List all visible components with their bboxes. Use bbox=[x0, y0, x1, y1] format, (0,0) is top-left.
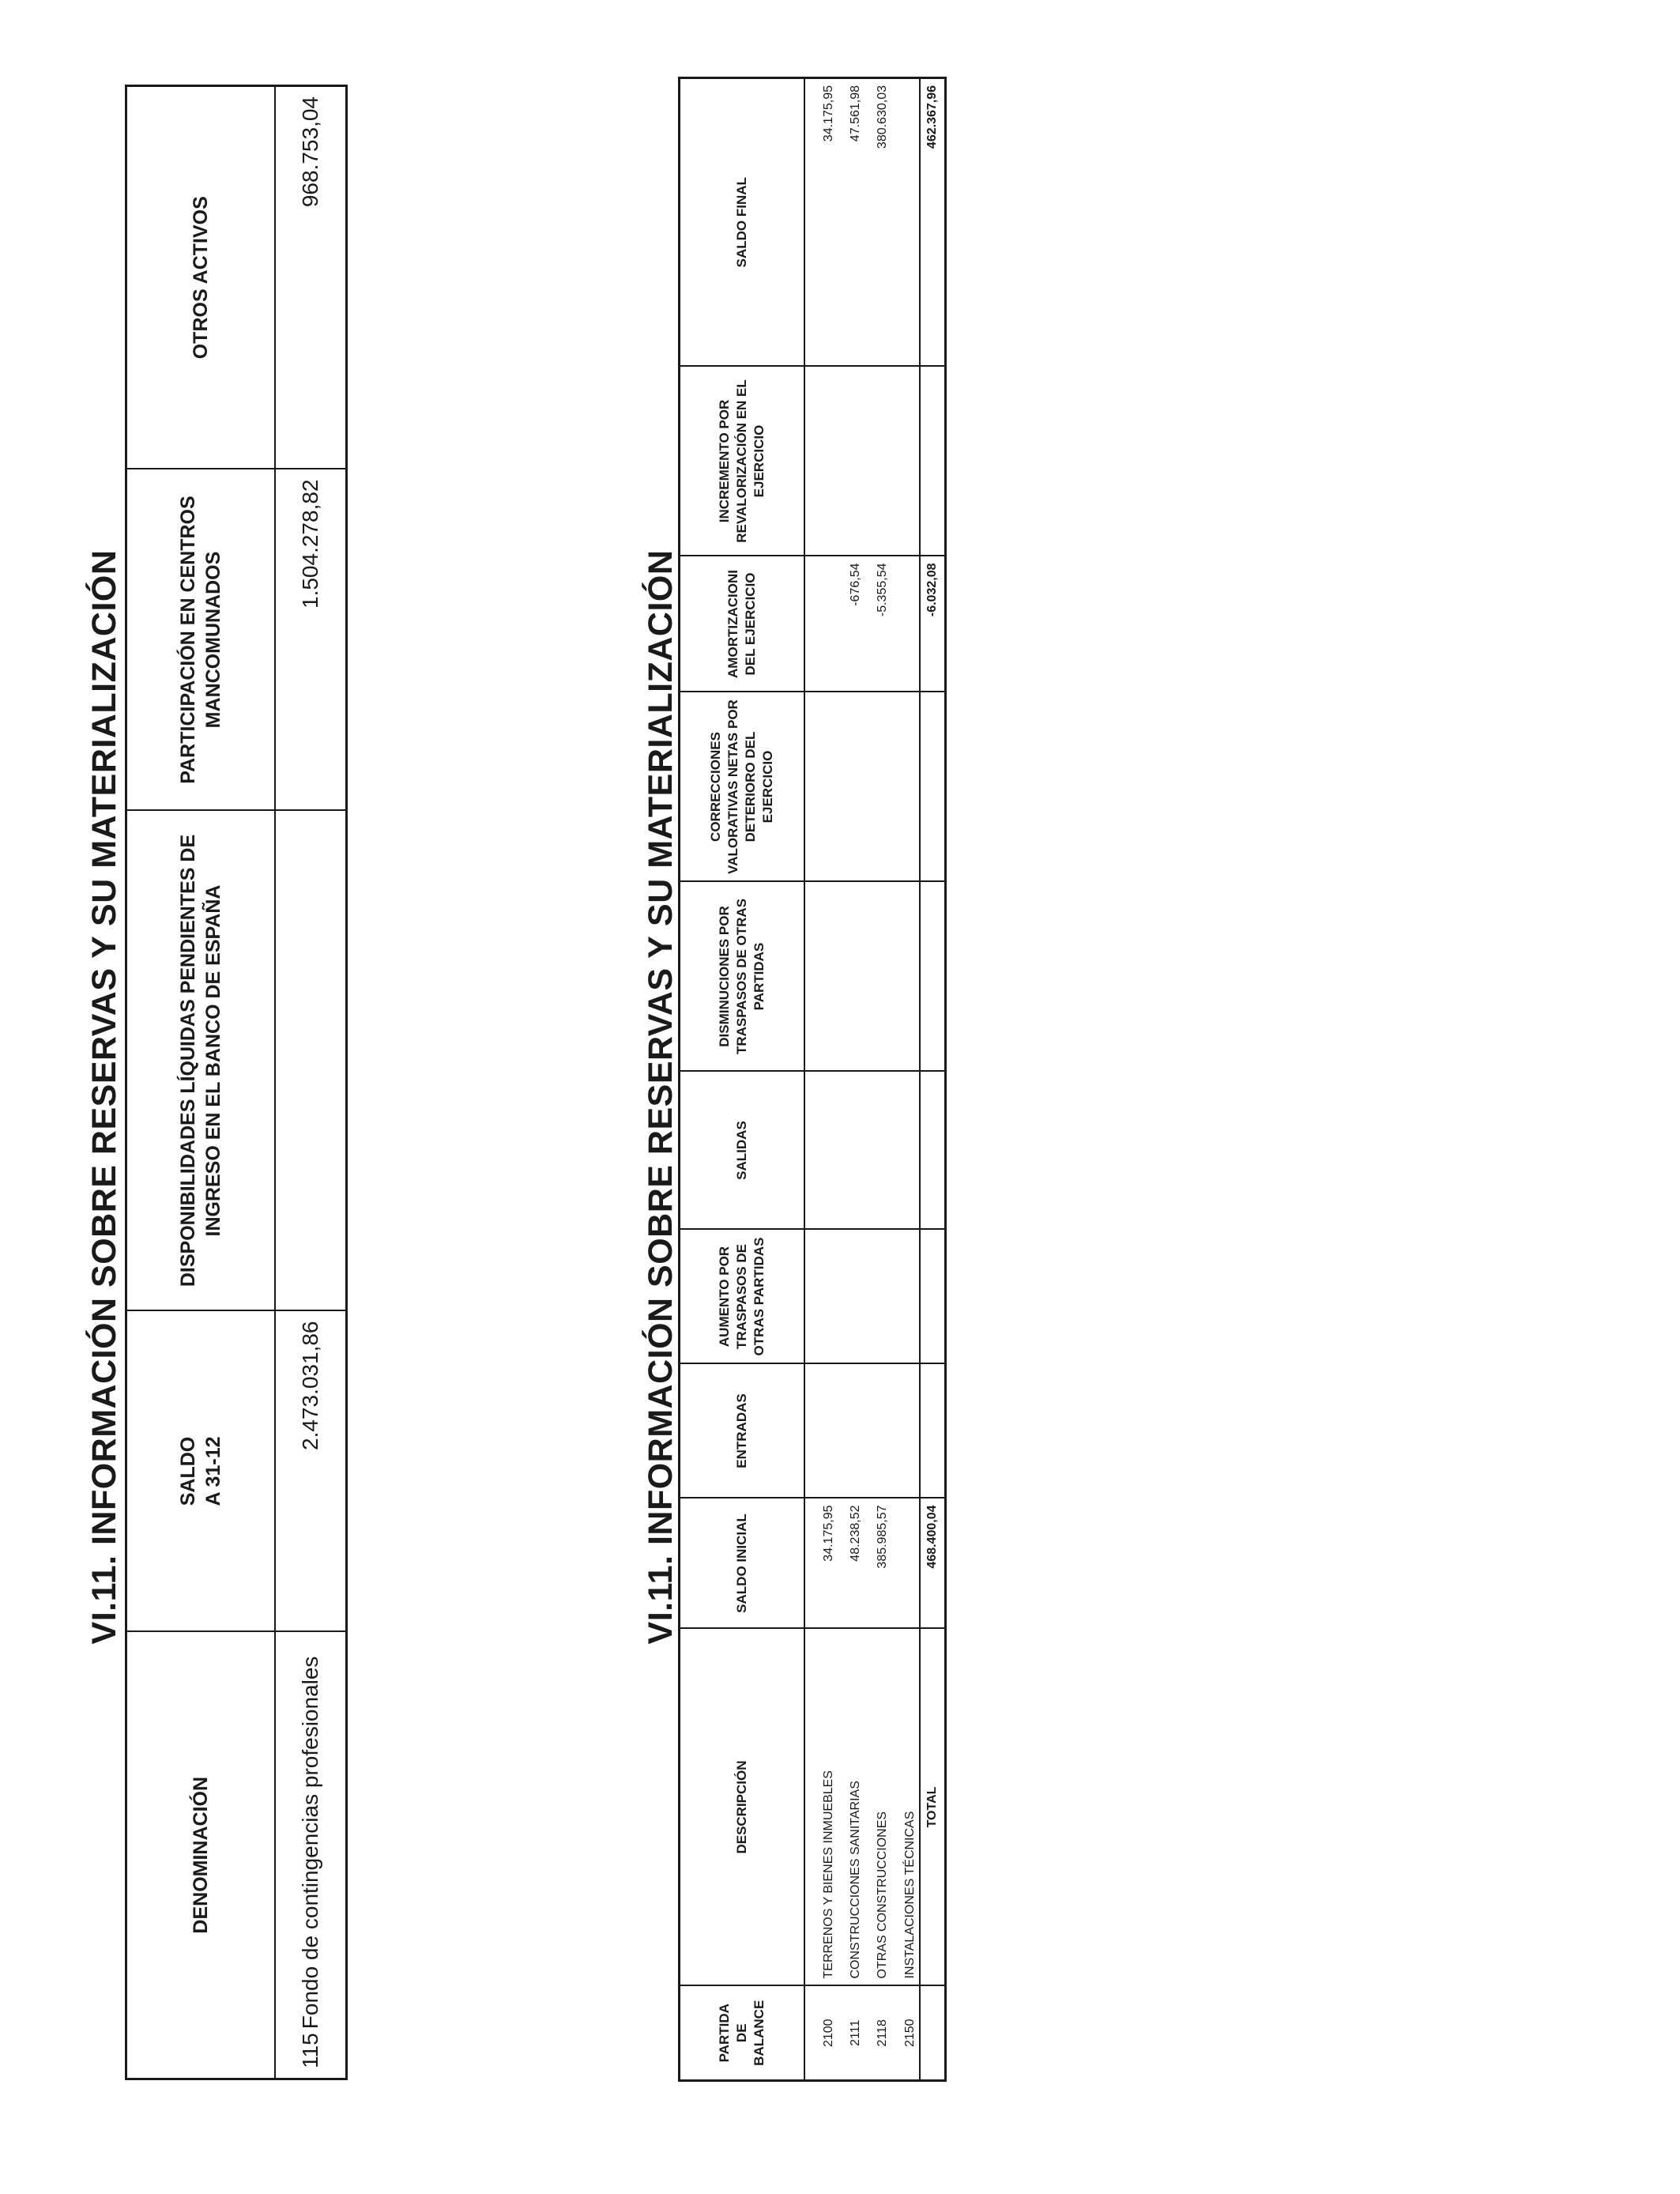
cell-salidas bbox=[891, 1072, 919, 1230]
row-otros-activos: 968.753,04 bbox=[275, 86, 347, 469]
cell-incremento bbox=[891, 367, 919, 556]
total-salidas bbox=[920, 1072, 946, 1230]
section-title-bottom: VI.11. INFORMACIÓN SOBRE RESERVAS Y SU MATERIALIZACIÓN bbox=[642, 549, 680, 1645]
cell-aumento bbox=[838, 1230, 864, 1364]
cell-saldo-final: 34.175,95 bbox=[804, 78, 838, 367]
header-amortizacion: AMORTIZACIONI DEL EJERCICIO bbox=[680, 556, 804, 692]
cell-entradas bbox=[804, 1364, 838, 1498]
cell-saldo-final bbox=[891, 78, 919, 367]
cell-amortizacion bbox=[804, 556, 838, 692]
cell-partida: 2118 bbox=[864, 1986, 891, 2081]
total-row bbox=[920, 78, 946, 2081]
cell-descripcion: INSTALACIONES TÉCNICAS bbox=[891, 1629, 919, 1986]
cell-saldo-final: 47.561,98 bbox=[838, 78, 864, 367]
header-saldo-inicial: SALDO INICIAL bbox=[680, 1498, 804, 1629]
cell-aumento bbox=[891, 1230, 919, 1364]
cell-descripcion: OTRAS CONSTRUCCIONES bbox=[864, 1629, 891, 1986]
header-saldo-final: SALDO FINAL bbox=[680, 78, 804, 367]
total-incremento bbox=[920, 367, 946, 556]
cell-salidas bbox=[864, 1072, 891, 1230]
header-partida: PARTIDA DE BALANCE bbox=[680, 1986, 804, 2081]
total-disminuciones bbox=[920, 882, 946, 1072]
total-label: TOTAL bbox=[920, 1629, 946, 1986]
cell-saldo-inicial bbox=[891, 1498, 919, 1629]
table-row bbox=[864, 78, 891, 2081]
total-correcciones bbox=[920, 692, 946, 882]
cell-incremento bbox=[864, 367, 891, 556]
cell-disminuciones bbox=[804, 882, 838, 1072]
cell-partida: 2111 bbox=[838, 1986, 864, 2081]
cell-total-partida bbox=[920, 1986, 946, 2081]
cell-salidas bbox=[838, 1072, 864, 1230]
cell-correcciones bbox=[838, 692, 864, 882]
header-participacion: PARTICIPACIÓN EN CENTROS MANCOMUNADOS bbox=[126, 469, 276, 811]
header-saldo-line1: SALDO bbox=[177, 1436, 199, 1506]
table-row bbox=[891, 78, 919, 2081]
cell-entradas bbox=[864, 1364, 891, 1498]
cell-correcciones bbox=[804, 692, 838, 882]
cell-entradas bbox=[891, 1364, 919, 1498]
cell-aumento bbox=[864, 1230, 891, 1364]
header-otros-activos: OTROS ACTIVOS bbox=[126, 86, 276, 469]
cell-salidas bbox=[804, 1072, 838, 1230]
header-descripcion: DESCRIPCIÓN bbox=[680, 1629, 804, 1986]
detail-header-row bbox=[680, 78, 804, 2081]
row-disponibilidades bbox=[275, 811, 347, 1311]
cell-amortizacion bbox=[891, 556, 919, 692]
header-saldo-line2: A 31-12 bbox=[202, 1436, 224, 1506]
header-incremento: INCREMENTO POR REVALORIZACIÓN EN EL EJERCICIO bbox=[680, 367, 804, 556]
row-saldo: 2.473.031,86 bbox=[275, 1311, 347, 1632]
cell-saldo-inicial: 34.175,95 bbox=[804, 1498, 838, 1629]
header-aumento: AUMENTO POR TRASPASOS DE OTRAS PARTIDAS bbox=[680, 1230, 804, 1364]
header-saldo bbox=[126, 1311, 276, 1632]
cell-disminuciones bbox=[838, 882, 864, 1072]
section-title-top: VI.11. INFORMACIÓN SOBRE RESERVAS Y SU MATERIALIZACIÓN bbox=[85, 549, 123, 1645]
total-saldo-final: 462.367,96 bbox=[920, 78, 946, 367]
cell-incremento bbox=[838, 367, 864, 556]
row-denominacion-text: Fondo de contingencias profesionales bbox=[298, 1656, 322, 2030]
row-participacion: 1.504.278,82 bbox=[275, 469, 347, 811]
reserves-detail-table bbox=[678, 77, 947, 2082]
header-correcciones: CORRECCIONES VALORATIVAS NETAS POR DETERIORO DEL EJERCICIO bbox=[680, 692, 804, 882]
reserves-summary-table bbox=[125, 85, 348, 2080]
total-amortizacion: -6.032,08 bbox=[920, 556, 946, 692]
cell-amortizacion: -676,54 bbox=[838, 556, 864, 692]
cell-partida: 2150 bbox=[891, 1986, 919, 2081]
total-entradas bbox=[920, 1364, 946, 1498]
cell-correcciones bbox=[891, 692, 919, 882]
header-disminuciones: DISMINUCIONES POR TRASPASOS DE OTRAS PARTIDAS bbox=[680, 882, 804, 1072]
cell-descripcion: TERRENOS Y BIENES INMUEBLES bbox=[804, 1629, 838, 1986]
header-disponibilidades: DISPONIBILIDADES LÍQUIDAS PENDIENTES DE INGRESO EN EL BANCO DE ESPAÑA bbox=[126, 811, 276, 1311]
cell-disminuciones bbox=[864, 882, 891, 1072]
cell-saldo-inicial: 385.985,57 bbox=[864, 1498, 891, 1629]
cell-entradas bbox=[838, 1364, 864, 1498]
cell-incremento bbox=[804, 367, 838, 556]
cell-saldo-final: 380.630,03 bbox=[864, 78, 891, 367]
table-row bbox=[804, 78, 838, 2081]
cell-amortizacion: -5.355,54 bbox=[864, 556, 891, 692]
row-code: 115 bbox=[298, 2033, 322, 2068]
table-header-row bbox=[126, 86, 276, 2079]
header-denominacion: DENOMINACIÓN bbox=[126, 1632, 276, 2079]
row-denominacion bbox=[275, 1632, 347, 2079]
cell-correcciones bbox=[864, 692, 891, 882]
table-row bbox=[838, 78, 864, 2081]
cell-saldo-inicial: 48.238,52 bbox=[838, 1498, 864, 1629]
total-aumento bbox=[920, 1230, 946, 1364]
total-saldo-inicial: 468.400,04 bbox=[920, 1498, 946, 1629]
header-entradas: ENTRADAS bbox=[680, 1364, 804, 1498]
cell-partida: 2100 bbox=[804, 1986, 838, 2081]
header-salidas: SALIDAS bbox=[680, 1072, 804, 1230]
table-row bbox=[275, 86, 347, 2079]
cell-disminuciones bbox=[891, 882, 919, 1072]
cell-aumento bbox=[804, 1230, 838, 1364]
cell-descripcion: CONSTRUCCIONES SANITARIAS bbox=[838, 1629, 864, 1986]
